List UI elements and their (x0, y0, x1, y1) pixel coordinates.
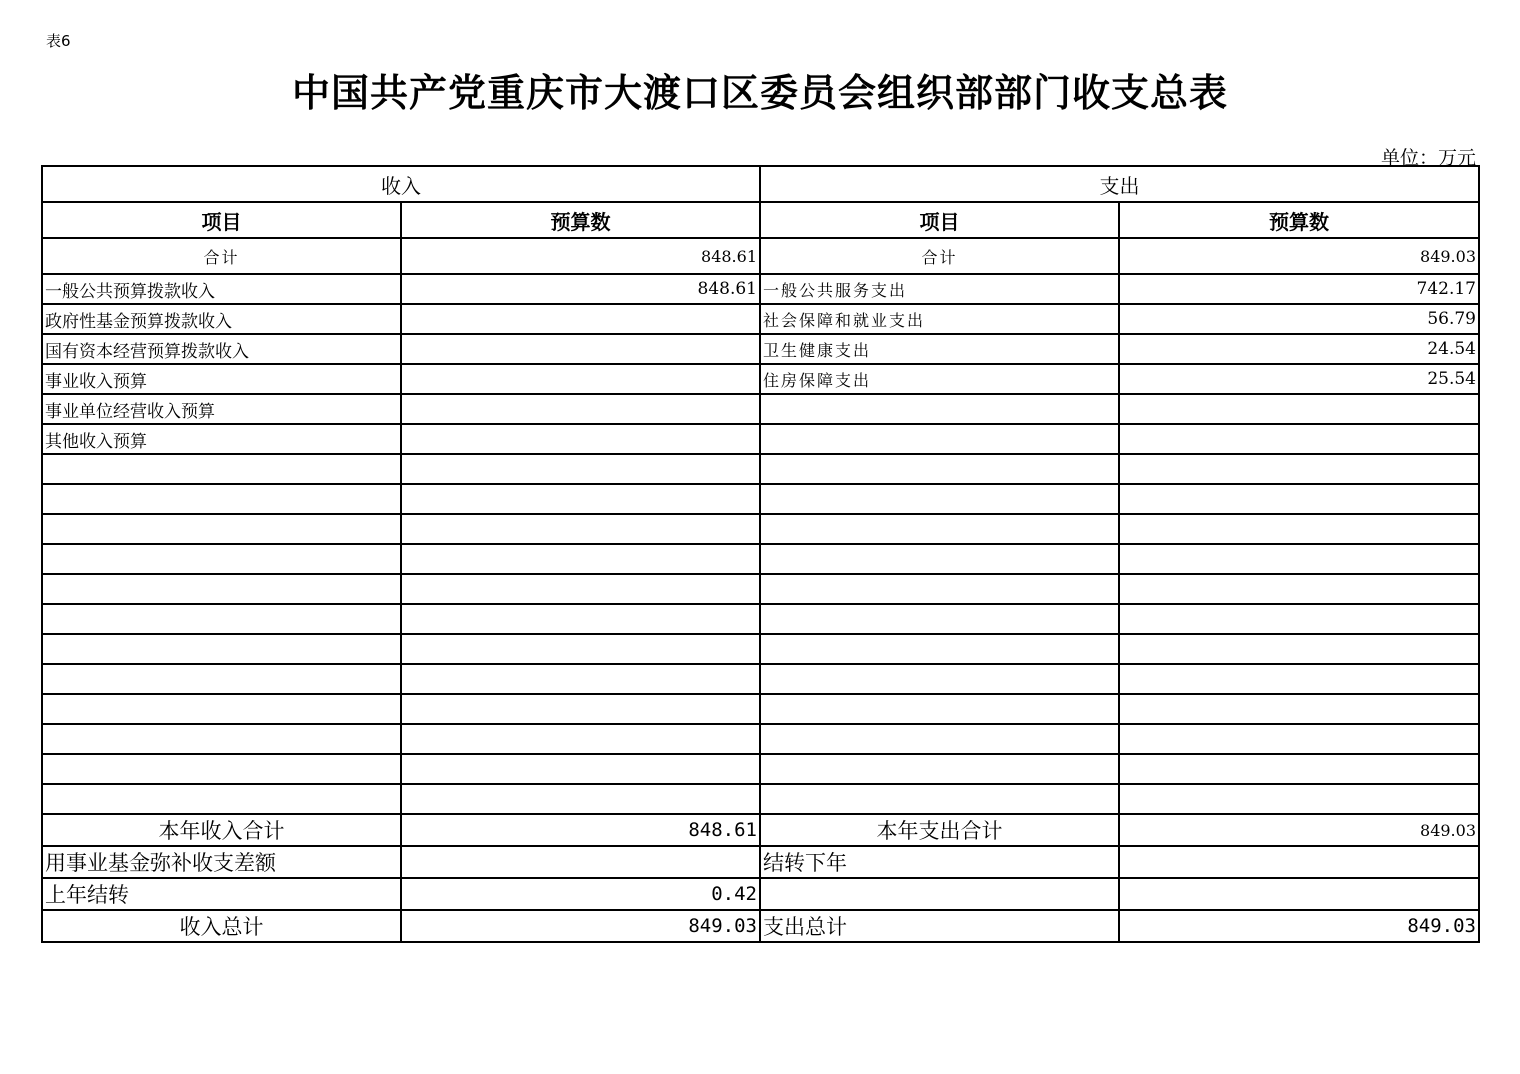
income-total-label: 合计 (42, 238, 401, 274)
prev-carry-label: 上年结转 (42, 878, 401, 910)
expense-value: 25.54 (1119, 364, 1479, 394)
empty-row (42, 574, 1479, 604)
income-budget-header: 预算数 (401, 202, 760, 238)
table-row (42, 304, 1479, 334)
empty-cell (760, 514, 1119, 544)
income-item: 事业收入预算 (42, 364, 401, 394)
table-row (42, 274, 1479, 304)
empty-cell (42, 574, 401, 604)
income-header: 收入 (42, 166, 760, 202)
empty-cell (1119, 664, 1479, 694)
income-item: 政府性基金预算拨款收入 (42, 304, 401, 334)
fund-row (42, 846, 1479, 878)
expense-value: 56.79 (1119, 304, 1479, 334)
empty-cell (401, 724, 760, 754)
empty-cell (760, 454, 1119, 484)
fund-value (401, 846, 760, 878)
expense-header: 支出 (760, 166, 1479, 202)
empty-cell (1119, 754, 1479, 784)
empty-cell (401, 694, 760, 724)
year-income-value: 848.61 (401, 814, 760, 846)
empty-cell (42, 514, 401, 544)
empty-cell (42, 664, 401, 694)
empty-cell (760, 784, 1119, 814)
income-item: 事业单位经营收入预算 (42, 394, 401, 424)
empty-cell (1119, 724, 1479, 754)
empty-row (42, 634, 1479, 664)
income-value (401, 364, 760, 394)
empty-cell (42, 784, 401, 814)
expense-item-header: 项目 (760, 202, 1119, 238)
empty-cell (760, 574, 1119, 604)
empty-cell (1119, 694, 1479, 724)
grand-total-row (42, 910, 1479, 942)
expense-value (1119, 424, 1479, 454)
expense-item (760, 394, 1119, 424)
expense-total-label: 合计 (760, 238, 1119, 274)
income-total-value: 848.61 (401, 238, 760, 274)
empty-cell (42, 754, 401, 784)
empty-cell (1119, 514, 1479, 544)
unit-label: 单位：万元 (1380, 147, 1476, 169)
carry-next-label: 结转下年 (760, 846, 1119, 878)
income-grand-total-label: 收入总计 (42, 910, 401, 942)
income-value (401, 334, 760, 364)
empty-cell (760, 664, 1119, 694)
income-value: 848.61 (401, 274, 760, 304)
income-value (401, 304, 760, 334)
empty-cell (760, 754, 1119, 784)
empty-cell (42, 484, 401, 514)
table-row (42, 394, 1479, 424)
income-item: 国有资本经营预算拨款收入 (42, 334, 401, 364)
empty-cell (401, 604, 760, 634)
empty-cell (1119, 634, 1479, 664)
empty-row (42, 694, 1479, 724)
empty-cell (760, 604, 1119, 634)
expense-item: 社会保障和就业支出 (760, 304, 1119, 334)
empty-cell (1119, 878, 1479, 910)
empty-cell (760, 694, 1119, 724)
empty-row (42, 604, 1479, 634)
expense-value (1119, 394, 1479, 424)
income-grand-total-value: 849.03 (401, 910, 760, 942)
expense-item (760, 424, 1119, 454)
year-total-row (42, 814, 1479, 846)
page-title: 中国共产党重庆市大渡口区委员会组织部部门收支总表 (291, 71, 1228, 115)
empty-cell (401, 664, 760, 694)
expense-value: 742.17 (1119, 274, 1479, 304)
empty-row (42, 664, 1479, 694)
table-row (42, 424, 1479, 454)
total-row (42, 238, 1479, 274)
empty-cell (401, 514, 760, 544)
year-income-label: 本年收入合计 (42, 814, 401, 846)
empty-cell (401, 754, 760, 784)
empty-cell (1119, 574, 1479, 604)
fund-label: 用事业基金弥补收支差额 (42, 846, 401, 878)
empty-cell (401, 484, 760, 514)
table-row (42, 334, 1479, 364)
prev-carry-row (42, 878, 1479, 910)
empty-cell (401, 574, 760, 604)
empty-cell (760, 484, 1119, 514)
empty-cell (1119, 544, 1479, 574)
expense-item: 一般公共服务支出 (760, 274, 1119, 304)
section-header-row (42, 166, 1479, 202)
income-item: 一般公共预算拨款收入 (42, 274, 401, 304)
empty-row (42, 724, 1479, 754)
empty-row (42, 484, 1479, 514)
empty-cell (1119, 454, 1479, 484)
income-item: 其他收入预算 (42, 424, 401, 454)
empty-cell (42, 454, 401, 484)
expense-total-value: 849.03 (1119, 238, 1479, 274)
expense-item: 卫生健康支出 (760, 334, 1119, 364)
empty-cell (1119, 484, 1479, 514)
carry-next-value (1119, 846, 1479, 878)
empty-cell (760, 724, 1119, 754)
income-value (401, 394, 760, 424)
table-number: 表6 (46, 32, 71, 50)
empty-cell (401, 634, 760, 664)
empty-cell (42, 694, 401, 724)
empty-cell (760, 544, 1119, 574)
year-expense-value: 849.03 (1119, 814, 1479, 846)
empty-cell (42, 604, 401, 634)
expense-value: 24.54 (1119, 334, 1479, 364)
column-header-row (42, 202, 1479, 238)
empty-cell (1119, 604, 1479, 634)
empty-cell (401, 544, 760, 574)
empty-cell (760, 634, 1119, 664)
empty-cell (42, 634, 401, 664)
year-expense-label: 本年支出合计 (760, 814, 1119, 846)
empty-row (42, 514, 1479, 544)
prev-carry-value: 0.42 (401, 878, 760, 910)
expense-grand-total-label: 支出总计 (760, 910, 1119, 942)
empty-row (42, 544, 1479, 574)
income-item-header: 项目 (42, 202, 401, 238)
empty-cell (1119, 784, 1479, 814)
empty-cell (401, 454, 760, 484)
income-value (401, 424, 760, 454)
empty-row (42, 454, 1479, 484)
empty-row (42, 754, 1479, 784)
empty-row (42, 784, 1479, 814)
expense-grand-total-value: 849.03 (1119, 910, 1479, 942)
empty-cell (42, 724, 401, 754)
empty-cell (42, 544, 401, 574)
budget-table (41, 165, 1480, 943)
expense-item: 住房保障支出 (760, 364, 1119, 394)
expense-budget-header: 预算数 (1119, 202, 1479, 238)
table-row (42, 364, 1479, 394)
empty-cell (760, 878, 1119, 910)
empty-cell (401, 784, 760, 814)
